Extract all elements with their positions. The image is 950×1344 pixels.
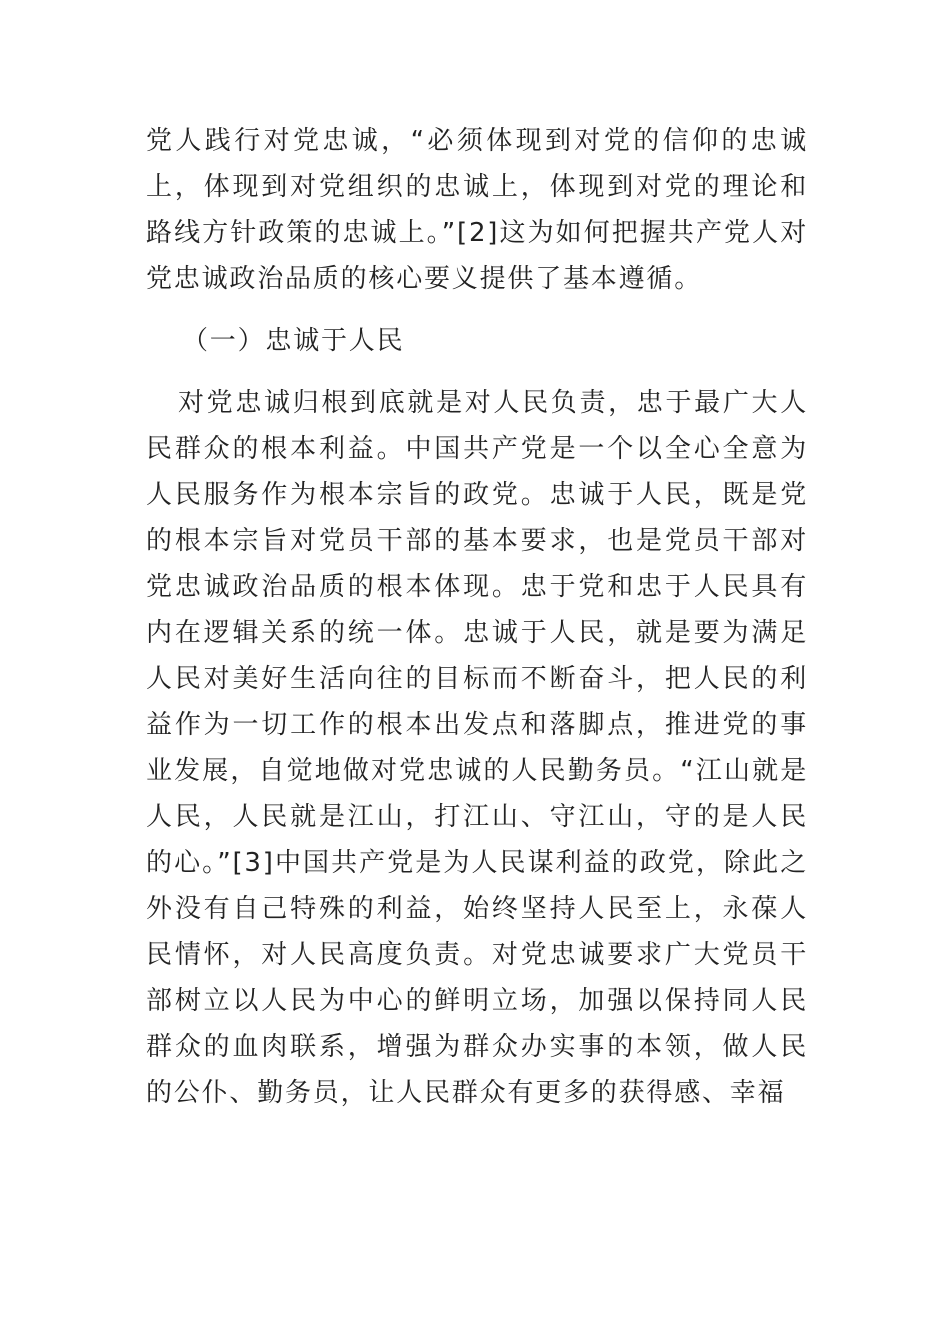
paragraph-continued: 党人践行对党忠诚，“必须体现到对党的信仰的忠诚上，体现到对党组织的忠诚上，体现到对党的理论和路线方针政策的忠诚上。”[2]这为如何把握共产党人对党忠诚政治品质的核心要义提供了基本遵循。 bbox=[146, 126, 808, 294]
document-body bbox=[146, 118, 808, 1116]
paragraph-body: 对党忠诚归根到底就是对人民负责，忠于最广大人民群众的根本利益。中国共产党是一个以全心全意为人民服务作为根本宗旨的政党。忠诚于人民，既是党的根本宗旨对党员干部的基本要求，也是党员干部对党忠诚政治品质的根本体现。忠于党和忠于人民具有内在逻辑关系的统一体。忠诚于人民，就是要为满足人民对美好生活向往的目标而不断奋斗，把人民的利益作为一切工作的根本出发点和落脚点，推进党的事业发展，自觉地做对党忠诚的人民勤务员。“江山就是人民，人民就是江山，打江山、守江山，守的是人民的心。”[3]中国共产党是为人民谋利益的政党，除此之外没有自己特殊的利益，始终坚持人民至上，永葆人民情怀，对人民高度负责。对党忠诚要求广大党员干部树立以人民为中心的鲜明立场，加强以保持同人民群众的血肉联系，增强为群众办实事的本领，做人民的公仆、勤务员，让人民群众有更多的获得感、幸福 bbox=[146, 388, 808, 1108]
section-heading: （一）忠诚于人民 bbox=[182, 326, 405, 356]
